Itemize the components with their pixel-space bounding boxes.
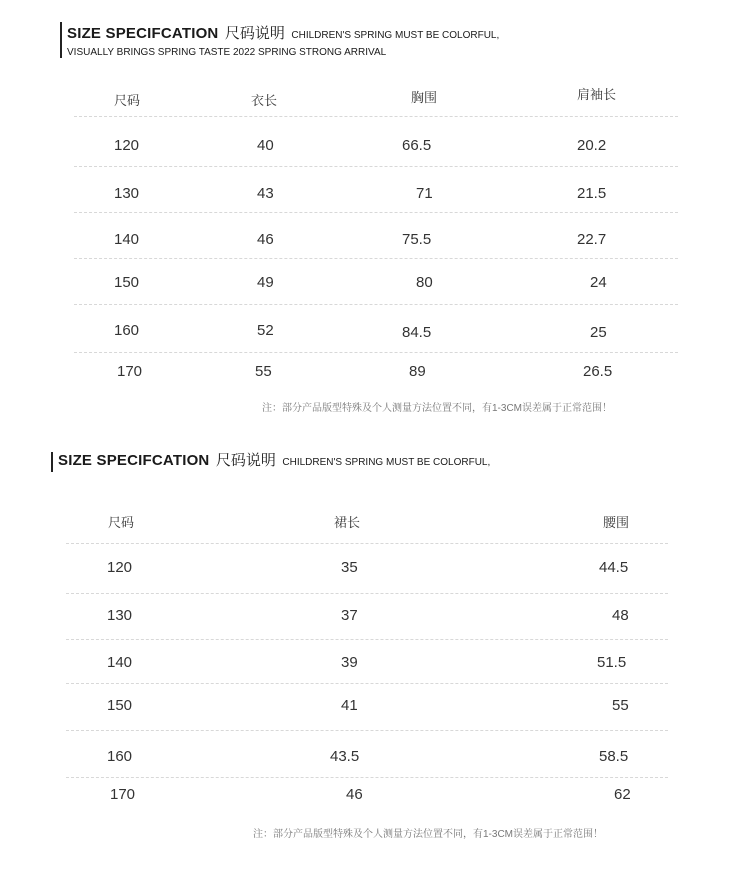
table2-cell: 48 — [612, 607, 629, 624]
table1-cell: 40 — [257, 137, 274, 154]
table1-rule — [74, 258, 678, 259]
section2-title-cn: 尺码说明 — [215, 452, 276, 469]
table2-rule — [66, 777, 668, 778]
table1-cell: 84.5 — [402, 324, 432, 341]
table2-cell: 44.5 — [599, 559, 629, 576]
table2-cell: 37 — [341, 607, 358, 624]
table2-cell: 46 — [346, 786, 363, 803]
table2-cell: 35 — [341, 559, 358, 576]
table1-header-sleeve: 肩袖长 — [577, 87, 617, 102]
table1-cell: 120 — [114, 137, 140, 154]
table1-rule — [74, 304, 678, 305]
table2-rule — [66, 593, 668, 594]
table1-cell: 21.5 — [577, 185, 607, 202]
table1-cell: 25 — [590, 324, 607, 341]
table2-header-size: 尺码 — [108, 515, 135, 530]
table2-cell: 120 — [107, 559, 133, 576]
section2-tagline1: CHILDREN'S SPRING MUST BE COLORFUL, — [282, 457, 491, 468]
section2-note: 注：部分产品版型特殊及个人测量方法位置不同，有1-3CM误差属于正常范围！ — [253, 829, 604, 840]
table1-rule — [74, 352, 678, 353]
table1-cell: 43 — [257, 185, 274, 202]
table1-cell: 170 — [117, 363, 143, 380]
table2-header-skirt-length: 裙长 — [334, 515, 361, 530]
table1-cell: 52 — [257, 322, 274, 339]
section1-tagline2: VISUALLY BRINGS SPRING TASTE 2022 SPRING STRONG ARRIVAL — [67, 47, 387, 58]
section2-heading — [58, 453, 490, 469]
table1-cell: 75.5 — [402, 231, 432, 248]
table1-cell: 49 — [257, 274, 274, 291]
table2-cell: 170 — [110, 786, 136, 803]
section1-title-cn: 尺码说明 — [224, 25, 285, 42]
table1-cell: 55 — [255, 363, 272, 380]
table1-cell: 24 — [590, 274, 607, 291]
table1-cell: 20.2 — [577, 137, 607, 154]
table1-cell: 80 — [416, 274, 433, 291]
table1-cell: 22.7 — [577, 231, 607, 248]
table1-cell: 46 — [257, 231, 274, 248]
table2-cell: 41 — [341, 697, 358, 714]
table2-rule — [66, 683, 668, 684]
table1-cell: 140 — [114, 231, 140, 248]
table1-cell: 89 — [409, 363, 426, 380]
section1-heading — [67, 26, 499, 42]
table1-header-chest: 胸围 — [411, 90, 438, 105]
table1-cell: 26.5 — [583, 363, 613, 380]
table2-cell: 51.5 — [597, 654, 627, 671]
table1-cell: 71 — [416, 185, 433, 202]
table2-cell: 58.5 — [599, 748, 629, 765]
table2-cell: 130 — [107, 607, 133, 624]
table1-cell: 130 — [114, 185, 140, 202]
table2-cell: 55 — [612, 697, 629, 714]
table2-rule — [66, 730, 668, 731]
table2-cell: 160 — [107, 748, 133, 765]
table2-cell: 140 — [107, 654, 133, 671]
table1-rule — [74, 166, 678, 167]
table1-cell: 160 — [114, 322, 140, 339]
table1-cell: 66.5 — [402, 137, 432, 154]
section1-tagline1: CHILDREN'S SPRING MUST BE COLORFUL, — [291, 30, 500, 41]
table2-cell: 150 — [107, 697, 133, 714]
table1-header-length: 衣长 — [251, 93, 278, 108]
table2-rule — [66, 543, 668, 544]
section1-note: 注：部分产品版型特殊及个人测量方法位置不同，有1-3CM误差属于正常范围！ — [262, 403, 613, 414]
section2-title-en: SIZE SPECIFCATION — [58, 452, 210, 469]
table2-cell: 43.5 — [330, 748, 360, 765]
table2-header-waist: 腰围 — [603, 515, 630, 530]
table2-cell: 39 — [341, 654, 358, 671]
table2-rule — [66, 639, 668, 640]
section1-title-en: SIZE SPECIFCATION — [67, 25, 219, 42]
table1-rule — [74, 212, 678, 213]
section1-accent-bar — [60, 22, 62, 58]
table2-cell: 62 — [614, 786, 631, 803]
table1-rule — [74, 116, 678, 117]
table1-cell: 150 — [114, 274, 140, 291]
table1-header-size: 尺码 — [114, 93, 141, 108]
section2-accent-bar — [51, 452, 53, 472]
